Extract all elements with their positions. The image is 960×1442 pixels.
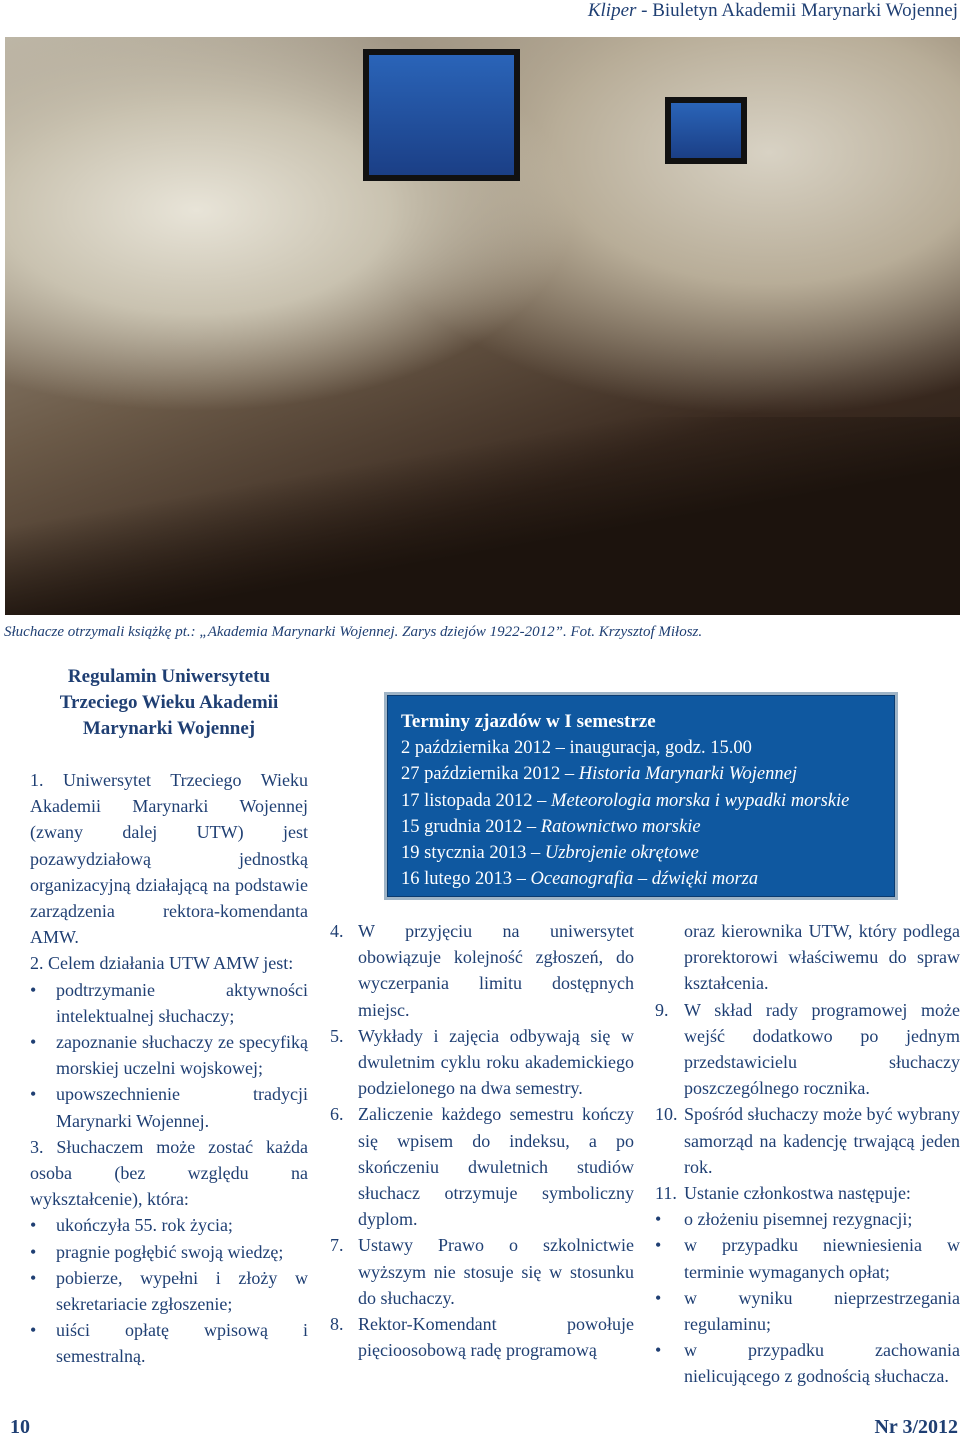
list-item: 9. W skład rady programowej może wejść dodatkowo po jednym przedstawicielu słuchaczy poszczególnego rocznika.: [655, 999, 960, 1099]
column-3: [655, 918, 960, 1390]
article-title: Regulamin Uniwersytetu Trzeciego Wieku Akademii Marynarki Wojennej: [59, 666, 279, 739]
journal-subtitle: - Biuletyn Akademii Marynarki Wojennej: [636, 0, 958, 21]
list-item: • podtrzymanie aktywności intelektualnej słuchaczy;: [30, 977, 308, 1029]
photo-caption: Słuchacze otrzymali książkę pt.: „Akademia Marynarki Wojennej. Zarys dziejów 1922-2012”. Fot. Krzysztof Miłosz.: [4, 624, 703, 640]
list-item: • o złożeniu pisemnej rezygnacji;: [655, 1206, 960, 1232]
schedule-row: 2 października 2012 – inauguracja, godz. 15.00: [401, 738, 752, 759]
list-item: 10. Spośród słuchaczy może być wybrany samorząd na kadencję trwającą jeden rok.: [655, 1104, 960, 1177]
list-item: 7. Ustawy Prawo o szkolnictwie wyższym nie stosuje się w stosunku do słuchaczy.: [330, 1235, 634, 1308]
paragraph: oraz kierownika UTW, który podlega prorektorowi właściwemu do spraw kształcenia.: [684, 921, 960, 994]
list-item: 5. Wykłady i zajęcia odbywają się w dwuletnim cyklu roku akademickiego podzielonego na dwa semestry.: [330, 1025, 634, 1099]
journal-name: Kliper: [587, 0, 637, 21]
list-item: 6. Zaliczenie każdego semestru kończy się wpisem do indeksu, a po skończeniu dwuletnich studiów słuchacz otrzymuje symboliczny dyplom.: [330, 1104, 634, 1230]
projection-screen: [363, 49, 520, 181]
list-item: • uiści opłatę wpisową i semestralną.: [30, 1317, 308, 1369]
running-header: [588, 0, 958, 22]
list-item: • pragnie pogłębić swoją wiedzę;: [30, 1239, 308, 1265]
list-item: 4. W przyjęciu na uniwersytet obowiązuje kolejność zgłoszeń, do wyczerpania limitu dostępnych miejsc.: [330, 921, 634, 1020]
schedule-row: 27 października 2012 – Historia Marynarki Wojennej: [401, 764, 797, 785]
column-1: [30, 767, 308, 1370]
list-item: • upowszechnienie tradycji Marynarki Wojennej.: [30, 1081, 308, 1133]
issue-number: Nr 3/2012: [874, 1416, 958, 1438]
schedule-row: 19 stycznia 2013 – Uzbrojenie okrętowe: [401, 843, 699, 864]
column-2: [330, 918, 634, 1363]
table: [5, 417, 960, 615]
list-item: • w przypadku zachowania nielicującego z godnością słuchacza.: [655, 1337, 960, 1389]
page-number: 10: [10, 1416, 30, 1438]
schedule-row: 16 lutego 2013 – Oceanografia – dźwięki morza: [401, 869, 759, 890]
list-item: 11. Ustanie członkostwa następuje:: [655, 1183, 911, 1204]
schedule-box: [384, 692, 898, 900]
list-item: • zapoznanie słuchaczy ze specyfiką morskiej uczelni wojskowej;: [30, 1029, 308, 1081]
schedule-row: 17 listopada 2012 – Meteorologia morska i wypadki morskie: [401, 790, 850, 811]
event-photo: [5, 37, 960, 615]
list-item: • pobierze, wypełni i złoży w sekretariacie zgłoszenie;: [30, 1265, 308, 1317]
schedule-row: 15 grudnia 2012 – Ratownictwo morskie: [401, 816, 701, 837]
paragraph: 2. Celem działania UTW AMW jest:: [30, 953, 294, 974]
schedule-heading: Terminy zjazdów w I semestrze: [401, 711, 656, 732]
paragraph: 3. Słuchaczem może zostać każda osoba (bez względu na wykształcenie), która:: [30, 1136, 308, 1210]
list-item: 8. Rektor-Komendant powołuje pięcioosobową radę programową: [330, 1314, 634, 1361]
list-item: • w wyniku nieprzestrzegania regulaminu;: [655, 1285, 960, 1337]
paragraph: 1. Uniwersytet Trzeciego Wieku Akademii Marynarki Wojennej (zwany dalej UTW) jest pozawydziałową jednostką organizacyjną działającą na podstawie zarządzenia rektora-komendanta AMW.: [30, 770, 308, 948]
list-item: • ukończyła 55. rok życia;: [30, 1212, 308, 1238]
projection-screen: [665, 97, 747, 164]
list-item: • w przypadku niewniesienia w terminie wymaganych opłat;: [655, 1232, 960, 1284]
